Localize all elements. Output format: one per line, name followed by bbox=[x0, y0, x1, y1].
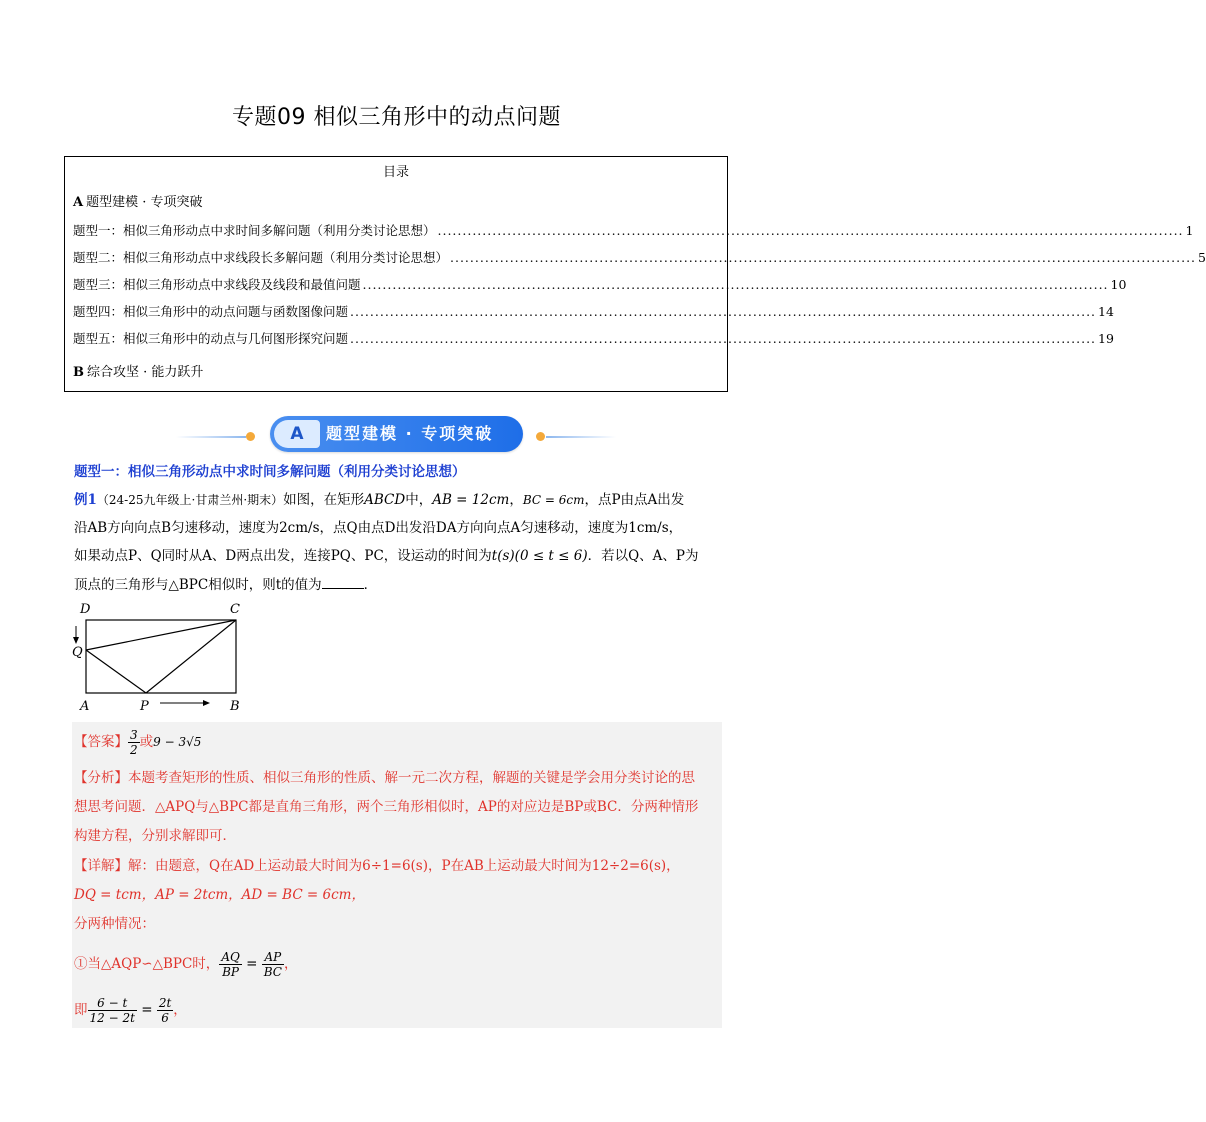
toc-row-label: 题型三：相似三角形动点中求线段及线段和最值问题 bbox=[73, 277, 361, 292]
answer-or: 或 bbox=[139, 734, 154, 750]
analysis-line-3: 构建方程，分别求解即可． bbox=[74, 828, 236, 844]
segment-qp bbox=[86, 650, 146, 693]
toc-section-a-letter: A bbox=[73, 195, 84, 210]
toc-section-a[interactable] bbox=[73, 191, 203, 210]
toc-row-leader: ...................................................................................................................................................... bbox=[450, 250, 1197, 265]
label-d: D bbox=[80, 602, 91, 617]
equation-line: 即 $\frac{6 - t}{12 - 2t}$ = $\frac{2t}{6}$ ， bbox=[74, 996, 187, 1025]
example-bc: BC = 6cm bbox=[522, 493, 585, 507]
banner-text: 题型建模 · 专项突破 bbox=[326, 424, 494, 443]
detail-line-3: 分两种情况： bbox=[74, 916, 155, 932]
banner-letter: A bbox=[274, 420, 320, 448]
toc-row[interactable] bbox=[73, 302, 1114, 320]
toc-heading: 目录 bbox=[382, 165, 409, 180]
label-a: A bbox=[80, 699, 90, 714]
banner-pill bbox=[270, 416, 523, 452]
example-source: （24-25九年级上·甘肃兰州·期末） bbox=[96, 493, 284, 507]
example-text: 中， bbox=[405, 492, 433, 508]
toc-row-label: 题型四：相似三角形中的动点问题与函数图像问题 bbox=[73, 304, 349, 319]
rectangle-abcd bbox=[86, 620, 236, 693]
answer-line bbox=[74, 728, 722, 757]
answer-tag: 【答案】 bbox=[74, 734, 128, 750]
example-text: 如图，在矩形 bbox=[283, 492, 365, 508]
segment-pc bbox=[146, 620, 236, 693]
toc-row-page: 19 bbox=[1098, 331, 1114, 346]
toc-row-leader: ...................................................................................................................................................... bbox=[362, 277, 1109, 292]
answer-fraction: $\frac{3}{2}$ bbox=[130, 728, 138, 757]
fraction-6-t: $\frac{6 - t}{12 - 2t}$ bbox=[89, 996, 135, 1025]
toc-section-b-label: 综合攻坚 · 能力跃升 bbox=[87, 365, 204, 380]
answer-blank bbox=[322, 576, 364, 589]
banner-dot-right bbox=[536, 432, 545, 441]
toc-section-b[interactable] bbox=[73, 361, 203, 380]
analysis-line-1 bbox=[74, 768, 722, 788]
label-q: Q bbox=[72, 645, 83, 660]
example-label: 例1 bbox=[74, 492, 97, 508]
toc-row-label: 题型二：相似三角形动点中求线段长多解问题（利用分类讨论思想） bbox=[73, 250, 449, 265]
arrow-head-right-icon bbox=[203, 700, 210, 706]
fraction-2t-6: $\frac{2t}{6}$ bbox=[158, 996, 172, 1025]
ji-text: 即 bbox=[74, 1002, 88, 1018]
toc-row-leader: ...................................................................................................................................................... bbox=[350, 331, 1097, 346]
example-text: ．若以Q、A、P为 bbox=[587, 548, 699, 564]
toc-row-page: 5 bbox=[1198, 250, 1206, 265]
fraction-ap-bc: $\frac{AP}{BC}$ bbox=[263, 950, 282, 979]
example-rect: ABCD bbox=[364, 492, 406, 508]
case-1-text: ①当△AQP∽△BPC时， bbox=[74, 956, 220, 972]
toc-row[interactable] bbox=[73, 221, 1194, 239]
time-range: t(s)(0 ≤ t ≤ 6) bbox=[491, 548, 588, 564]
toc-row-leader: ...................................................................................................................................................... bbox=[350, 304, 1097, 319]
example-text: 如果动点P、Q同时从A、D两点出发，连接PQ、PC，设运动的时间为 bbox=[74, 548, 492, 564]
analysis-line-2: 想思考问题．△APQ与△BPC都是直角三角形，两个三角形相似时，AP的对应边是BP或BC．分两种情形 bbox=[74, 799, 699, 815]
detail-line-1 bbox=[74, 856, 722, 876]
toc-section-a-label: 题型建模 · 专项突破 bbox=[86, 195, 203, 210]
geometry-figure bbox=[72, 600, 252, 715]
toc-row-label: 题型一：相似三角形动点中求时间多解问题（利用分类讨论思想） bbox=[73, 223, 436, 238]
example-line-4: 顶点的三角形与△BPC相似时，则t的值为 ． bbox=[74, 577, 378, 593]
answer-alt: 9 − 3√5 bbox=[153, 735, 202, 749]
toc-row-label: 题型五：相似三角形中的动点与几何图形探究问题 bbox=[73, 331, 349, 346]
table-of-contents bbox=[64, 156, 1206, 392]
arrow-head-down-icon bbox=[73, 637, 79, 644]
banner-line-right bbox=[546, 436, 616, 438]
banner-dot-left bbox=[246, 432, 255, 441]
analysis-text: 本题考查矩形的性质、相似三角形的性质、解一元二次方程，解题的关键是学会用分类讨论的思 bbox=[128, 770, 695, 786]
detail-tag: 【详解】 bbox=[74, 858, 128, 874]
detail-line-2: DQ = tcm，AP = 2tcm，AD = BC = 6cm， bbox=[74, 887, 365, 903]
example-ab: AB = 12cm bbox=[432, 492, 510, 508]
section-banner bbox=[0, 414, 793, 454]
segment-qc bbox=[86, 620, 236, 650]
page-title: 专题09 相似三角形中的动点问题 bbox=[232, 105, 561, 130]
question-type-heading: 题型一：相似三角形动点中求时间多解问题（利用分类讨论思想） bbox=[74, 464, 466, 480]
label-p: P bbox=[140, 699, 149, 714]
analysis-tag: 【分析】 bbox=[74, 770, 128, 786]
label-b: B bbox=[230, 699, 240, 714]
fraction-aq-bp: $\frac{AQ}{BP}$ bbox=[221, 950, 240, 979]
toc-row[interactable] bbox=[73, 275, 1127, 293]
banner-line-left bbox=[176, 436, 246, 438]
toc-row-page: 14 bbox=[1098, 304, 1114, 319]
toc-section-b-letter: B bbox=[73, 365, 84, 380]
example-line-2: 沿AB方向向点B匀速移动，速度为2cm/s，点Q由点D出发沿DA方向向点A匀速移动，速度为1cm/s， bbox=[74, 520, 683, 536]
example-text: ，点P由点A出发 bbox=[584, 492, 685, 508]
label-c: C bbox=[230, 602, 240, 617]
example-line-3 bbox=[74, 546, 722, 566]
toc-row-page: 1 bbox=[1185, 223, 1194, 238]
toc-row[interactable] bbox=[73, 248, 1206, 266]
case-1-line: ①当△AQP∽△BPC时， $\frac{AQ}{BP}$ = $\frac{AP}{BC}$ ， bbox=[74, 950, 298, 979]
example-text: 顶点的三角形与△BPC相似时，则t的值为 bbox=[74, 577, 322, 593]
toc-row-leader: ...................................................................................................................................................... bbox=[437, 223, 1184, 238]
toc-row[interactable] bbox=[73, 329, 1114, 347]
detail-text: 解：由题意，Q在AD上运动最大时间为6÷1=6(s)，P在AB上运动最大时间为12÷2=6(s)， bbox=[128, 858, 680, 874]
toc-row-page: 10 bbox=[1110, 277, 1127, 292]
example-line-1: 例1（24-25九年级上·甘肃兰州·期末）如图，在矩形ABCD中，AB = 12cm，BC = 6cm，点P由点A出发 bbox=[74, 492, 685, 508]
